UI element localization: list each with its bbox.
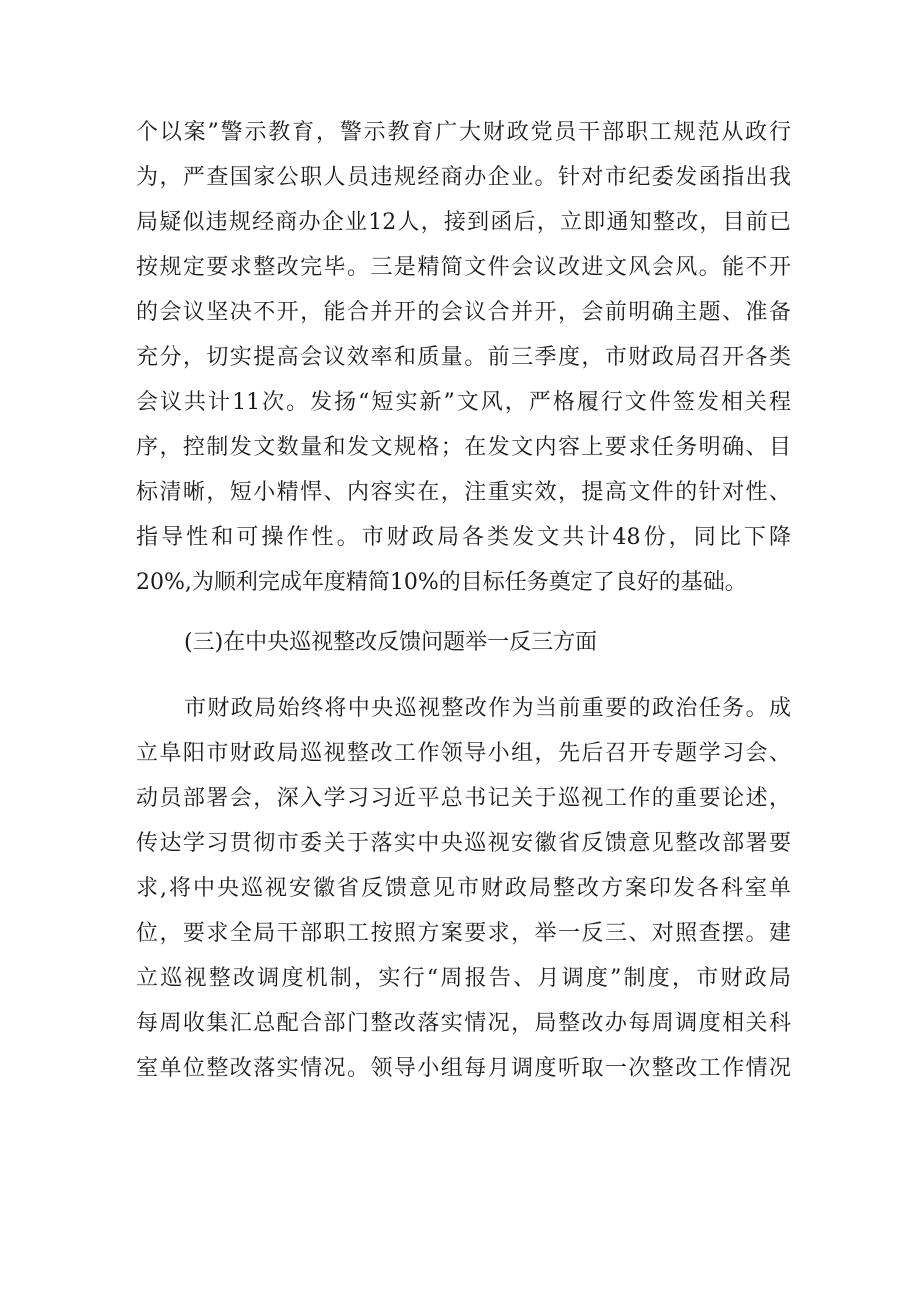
text-line: 位，要求全局干部职工按照方案要求，举一反三、对照查摆。建	[136, 921, 791, 946]
text-line: 立阜阳市财政局巡视整改工作领导小组，先后召开专题学习会、	[136, 741, 791, 766]
text-line: 序，控制发文数量和发文规格；在发文内容上要求任务明确、目	[136, 435, 791, 460]
text-line: 的会议坚决不开，能合并开的会议合并开，会前明确主题、准备	[136, 300, 791, 325]
text-line: 指导性和可操作性。市财政局各类发文共计48份，同比下降	[136, 525, 791, 550]
text-line: 按规定要求整改完毕。三是精简文件会议改进文风会风。能不开	[136, 255, 791, 280]
text-line: 20%,为顺利完成年度精简10%的目标任务奠定了良好的基础。	[136, 570, 747, 595]
text-line: 室单位整改落实情况。领导小组每月调度听取一次整改工作情况	[136, 1056, 791, 1081]
text-line: 局疑似违规经商办企业12人，接到函后，立即通知整改，目前已	[136, 210, 791, 235]
text-line: 市财政局始终将中央巡视整改作为当前重要的政治任务。成	[184, 696, 791, 721]
text-line: 动员部署会，深入学习习近平总书记关于巡视工作的重要论述，	[136, 786, 791, 811]
text-line: 为，严查国家公职人员违规经商办企业。针对市纪委发函指出我	[136, 165, 791, 190]
text-line: 传达学习贯彻市委关于落实中央巡视安徽省反馈意见整改部署要	[136, 831, 791, 856]
text-line: 标清晰，短小精悍、内容实在，注重实效，提高文件的针对性、	[136, 480, 791, 505]
text-line: 个以案”警示教育，警示教育广大财政党员干部职工规范从政行	[136, 120, 791, 145]
section-heading: (三)在中央巡视整改反馈问题举一反三方面	[184, 630, 598, 655]
text-line: 会议共计11次。发扬“短实新”文风，严格履行文件签发相关程	[136, 390, 791, 415]
text-line: 充分，切实提高会议效率和质量。前三季度，市财政局召开各类	[136, 345, 791, 370]
text-line: 求,将中央巡视安徽省反馈意见市财政局整改方案印发各科室单	[136, 876, 791, 901]
text-line: 每周收集汇总配合部门整改落实情况，局整改办每周调度相关科	[136, 1011, 791, 1036]
text-line: 立巡视整改调度机制，实行“周报告、月调度”制度，市财政局	[136, 966, 791, 991]
